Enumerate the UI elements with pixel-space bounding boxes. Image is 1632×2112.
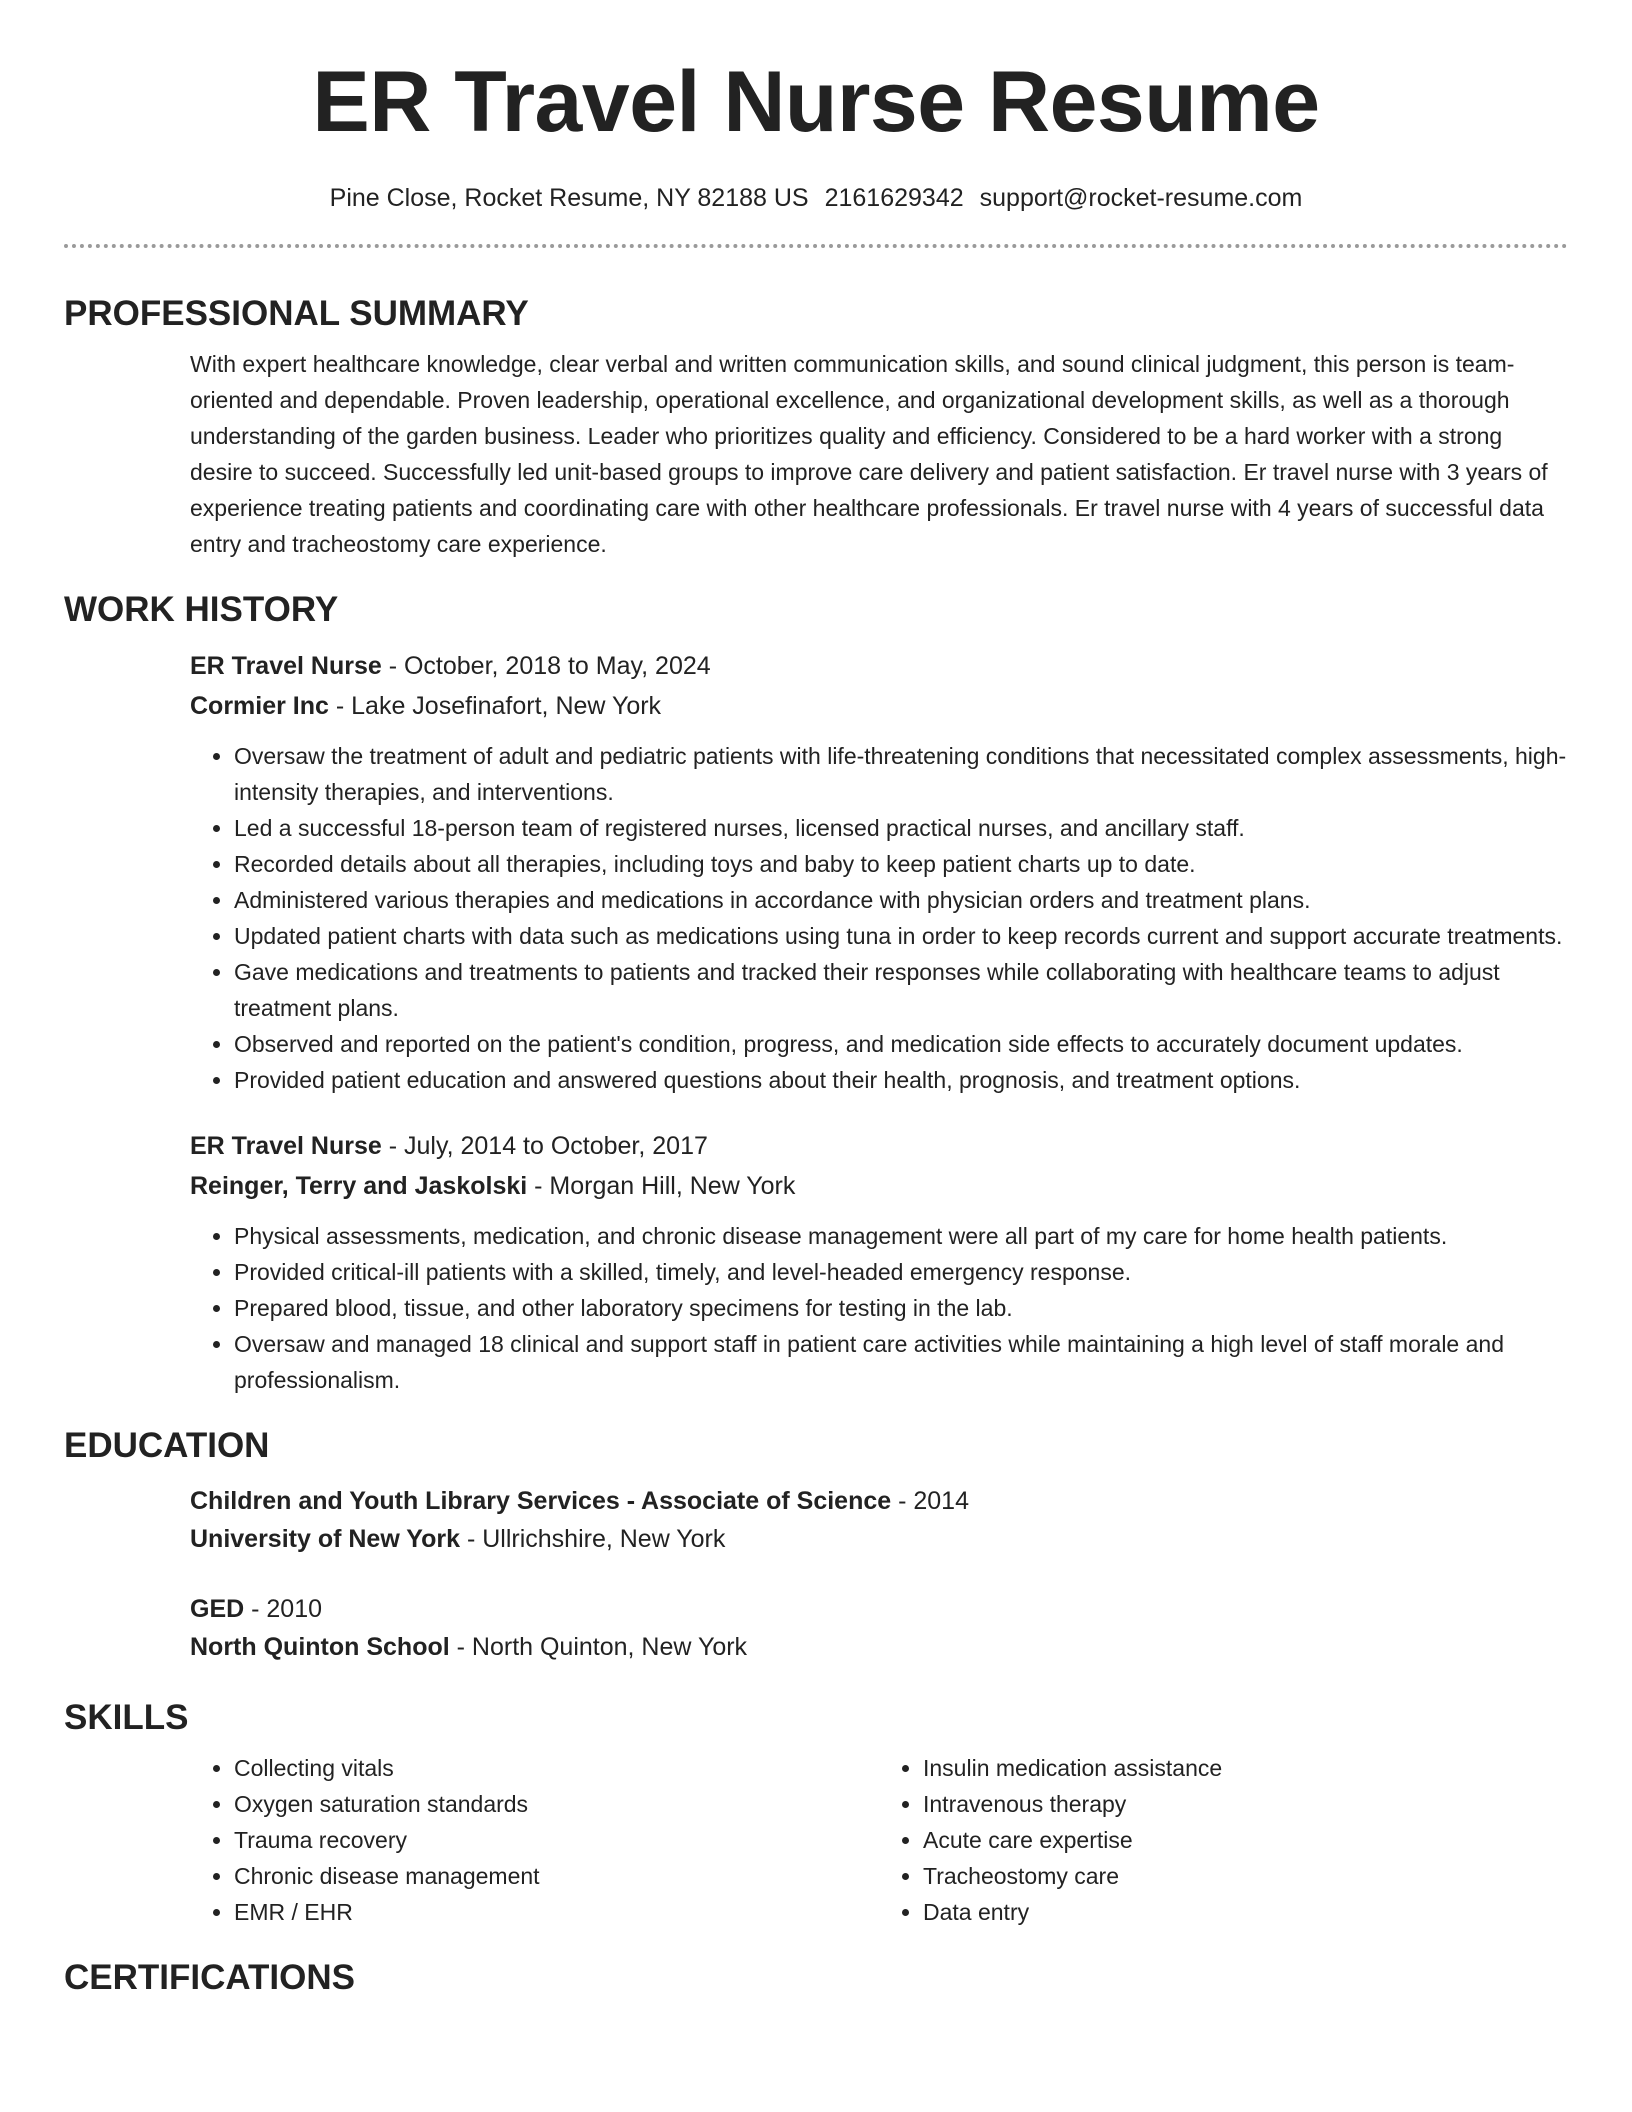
skills-column-left <box>190 1750 879 1930</box>
job-location: - Morgan Hill, New York <box>527 1172 796 1200</box>
job-title-line <box>190 646 1568 686</box>
education-degree-line <box>190 1482 1568 1520</box>
job-entry <box>190 1126 1568 1398</box>
job-entry <box>190 646 1568 1098</box>
skill-item: • Chronic disease management <box>234 1858 879 1894</box>
education-degree: Children and Youth Library Services - Associate of Science <box>190 1487 892 1515</box>
education-entry <box>190 1590 1568 1666</box>
summary-text: With expert healthcare knowledge, clear verbal and written communication skills, and sound clinical judgment, this person is team-oriented and dependable. Proven leadership, operational excellence, and organizational development skills, as well as a thorough understanding of the garden business. Leader who prioritizes quality and efficiency. Considered to be a hard worker with a strong desire to succeed. Successfully led unit-based groups to improve care delivery and patient satisfaction. Er travel nurse with 3 years of experience treating patients and coordinating care with other healthcare professionals. Er travel nurse with 4 years of successful data entry and tracheostomy care experience. <box>190 351 1548 557</box>
job-company-line <box>190 1166 1568 1206</box>
skill-item: • Insulin medication assistance <box>923 1750 1568 1786</box>
skills-section <box>64 1696 1568 1930</box>
work-heading: WORK HISTORY <box>64 590 339 629</box>
job-bullet: • Oversaw the treatment of adult and pediatric patients with life-threatening conditions that necessitated complex assessments, high-intensity therapies, and interventions. <box>234 738 1568 810</box>
job-bullet: • Administered various therapies and medications in accordance with physician orders and treatment plans. <box>234 882 1568 918</box>
job-dates: - October, 2018 to May, 2024 <box>381 652 711 680</box>
education-school: University of New York <box>190 1525 460 1553</box>
skill-item: • Data entry <box>923 1894 1568 1930</box>
education-school-line <box>190 1520 1568 1558</box>
skills-body <box>190 1750 1568 1930</box>
education-location: - Ullrichshire, New York <box>460 1525 726 1553</box>
education-year: - 2010 <box>244 1595 323 1623</box>
job-bullet: • Oversaw and managed 18 clinical and support staff in patient care activities while maintaining a high level of staff morale and professionalism. <box>234 1326 1568 1398</box>
job-location: - Lake Josefinafort, New York <box>328 692 662 720</box>
summary-section <box>64 292 1568 562</box>
job-bullet: • Provided critical-ill patients with a skilled, timely, and level-headed emergency response. <box>234 1254 1568 1290</box>
job-company: Reinger, Terry and Jaskolski <box>190 1172 528 1200</box>
education-degree-line <box>190 1590 1568 1628</box>
skill-item: • Oxygen saturation standards <box>234 1786 879 1822</box>
job-title-line <box>190 1126 1568 1166</box>
skill-item: • Intravenous therapy <box>923 1786 1568 1822</box>
skill-item: • Tracheostomy care <box>923 1858 1568 1894</box>
skills-heading: SKILLS <box>64 1698 189 1737</box>
contact-email: support@rocket-resume.com <box>979 184 1303 212</box>
job-title: ER Travel Nurse <box>190 652 382 680</box>
education-year: - 2014 <box>891 1487 969 1515</box>
resume-title: ER Travel Nurse Resume <box>312 54 1320 150</box>
job-company: Cormier Inc <box>190 692 329 720</box>
skill-item: • Collecting vitals <box>234 1750 879 1786</box>
job-title: ER Travel Nurse <box>190 1132 382 1160</box>
skills-grid <box>190 1750 1568 1930</box>
education-school-line <box>190 1628 1568 1666</box>
job-company-line <box>190 686 1568 726</box>
work-body <box>190 646 1568 1398</box>
contact-phone: 2161629342 <box>824 184 964 212</box>
work-section <box>64 588 1568 1398</box>
job-bullet: • Recorded details about all therapies, including toys and baby to keep patient charts up to date. <box>234 846 1568 882</box>
summary-heading: PROFESSIONAL SUMMARY <box>64 294 529 333</box>
skill-item: • Trauma recovery <box>234 1822 879 1858</box>
job-bullet: • Prepared blood, tissue, and other laboratory specimens for testing in the lab. <box>234 1290 1568 1326</box>
education-location: - North Quinton, New York <box>449 1633 748 1661</box>
skills-column-right <box>879 1750 1568 1930</box>
job-bullet: • Provided patient education and answered questions about their health, prognosis, and treatment options. <box>234 1062 1568 1098</box>
job-bullet: • Physical assessments, medication, and chronic disease management were all part of my care for home health patients. <box>234 1218 1568 1254</box>
job-bullets <box>190 1218 1568 1398</box>
education-school: North Quinton School <box>190 1633 450 1661</box>
header-divider <box>64 244 1568 248</box>
job-bullet: • Led a successful 18-person team of registered nurses, licensed practical nurses, and ancillary staff. <box>234 810 1568 846</box>
job-bullets <box>190 738 1568 1098</box>
summary-body <box>190 346 1568 562</box>
skill-item: • EMR / EHR <box>234 1894 879 1930</box>
education-body <box>190 1482 1568 1666</box>
job-dates: - July, 2014 to October, 2017 <box>381 1132 708 1160</box>
contact-info <box>64 182 1568 214</box>
education-heading: EDUCATION <box>64 1426 270 1465</box>
skill-item: • Acute care expertise <box>923 1822 1568 1858</box>
education-entry <box>190 1482 1568 1558</box>
certifications-heading: CERTIFICATIONS <box>64 1958 356 1997</box>
contact-address: Pine Close, Rocket Resume, NY 82188 US <box>329 184 809 212</box>
job-bullet: • Updated patient charts with data such as medications using tuna in order to keep records current and support accurate treatments. <box>234 918 1568 954</box>
certifications-section <box>64 1956 1568 2000</box>
job-bullet: • Gave medications and treatments to patients and tracked their responses while collaborating with healthcare teams to adjust treatment plans. <box>234 954 1568 1026</box>
education-degree: GED <box>190 1595 245 1623</box>
education-section <box>64 1424 1568 1666</box>
job-bullet: • Observed and reported on the patient's condition, progress, and medication side effects to accurately document updates. <box>234 1026 1568 1062</box>
